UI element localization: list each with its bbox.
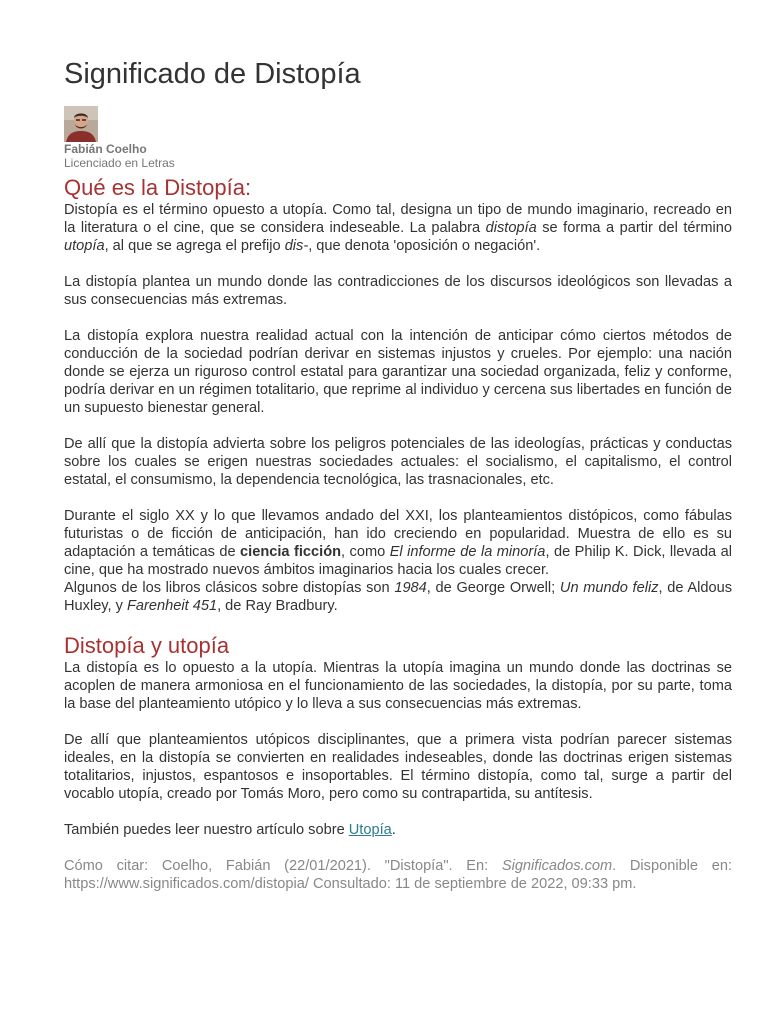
- paragraph: La distopía plantea un mundo donde las contradicciones de los discursos ideológicos son llevadas a sus consecuencias más extremas.: [64, 274, 732, 308]
- author-block: [64, 106, 732, 170]
- section-heading-que-es: Qué es la Distopía:: [64, 175, 252, 200]
- paragraph: Distopía es el término opuesto a utopía. Como tal, designa un tipo de mundo imaginario, recreado en la literatura o el cine, que se considera indeseable. La palabra distopía se forma a partir del término utopía, al que se agrega el prefijo dis-, que denota 'oposición o negación'.: [64, 202, 732, 254]
- author-name: Fabián Coelho: [64, 142, 147, 156]
- paragraph: Algunos de los libros clásicos sobre distopías son 1984, de George Orwell; Un mundo feliz, de Aldous Huxley, y Farenheit 451, de Ray Bradbury.: [64, 580, 732, 614]
- paragraph: También puedes leer nuestro artículo sobre Utopía.: [64, 822, 396, 838]
- paragraph: Durante el siglo XX y lo que llevamos andado del XXI, los planteamientos distópicos, como fábulas futuristas o de ficción de anticipación, han ido creciendo en popularidad. Muestra de ello es su adaptación a temáticas de ciencia ficción, como El informe de la minoría, de Philip K. Dick, llevada al cine, que ha mostrado nuevos ámbitos imaginarios hacia los cuales crecer.: [64, 508, 732, 578]
- author-avatar: [64, 106, 98, 142]
- page-title: Significado de Distopía: [64, 58, 361, 90]
- citation: Cómo citar: Coelho, Fabián (22/01/2021). "Distopía". En: Significados.com. Disponible en: https://www.significados.com/distopia/ Consultado: 11 de septiembre de 2022, 09:33 pm.: [64, 858, 732, 892]
- paragraph: La distopía es lo opuesto a la utopía. Mientras la utopía imagina un mundo donde las doctrinas se acoplen de manera armoniosa en el funcionamiento de las sociedades, la distopía, por su parte, toma la base del planteamiento utópico y lo lleva a sus consecuencias más extremas.: [64, 660, 732, 712]
- utopia-link[interactable]: Utopía: [348, 822, 392, 838]
- section-heading-distopia-utopia: Distopía y utopía: [64, 633, 230, 658]
- paragraph: La distopía explora nuestra realidad actual con la intención de anticipar cómo ciertos métodos de conducción de la sociedad podrían derivar en sistemas injustos y crueles. Por ejemplo: una nación donde se ejerza un riguroso control estatal para garantizar una sociedad organizada, feliz y conforme, podría derivar en un régimen totalitario, que reprime al individuo y cercena sus libertades en función de un supuesto bienestar general.: [64, 328, 732, 416]
- paragraph: De allí que la distopía advierta sobre los peligros potenciales de las ideologías, prácticas y conductas sobre los cuales se erigen nuestras sociedades actuales: el socialismo, el capitalismo, el control estatal, el consumismo, la dependencia tecnológica, las trasnacionales, etc.: [64, 436, 732, 488]
- paragraph: De allí que planteamientos utópicos disciplinantes, que a primera vista podrían parecer sistemas ideales, en la distopía se convierten en realidades indeseables, donde las doctrinas erigen sistemas totalitarios, injustos, espantosos e insoportables. El término distopía, como tal, surge a partir del vocablo utopía, creado por Tomás Moro, pero como su contrapartida, su antítesis.: [64, 732, 732, 802]
- author-role: Licenciado en Letras: [64, 156, 175, 170]
